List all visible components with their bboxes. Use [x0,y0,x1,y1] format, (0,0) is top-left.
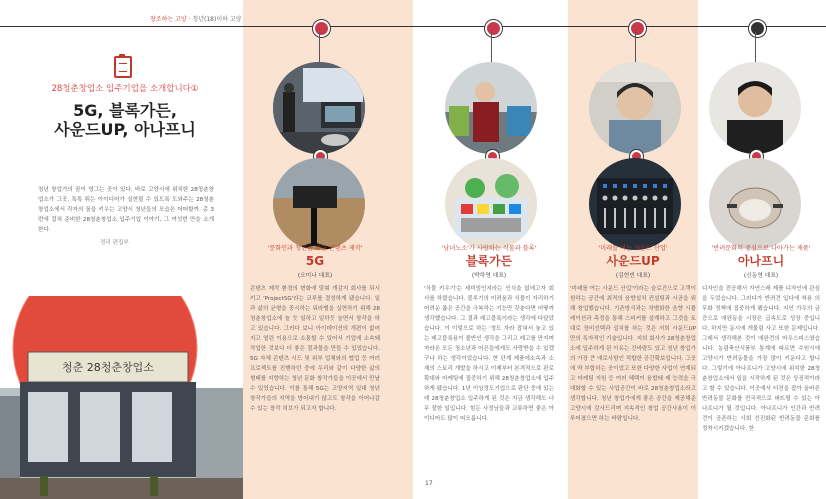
building-sign-text: 청춘 28청춘창업소 [62,361,154,374]
subsection-label: · 청년(18)이하 고양 [188,16,242,23]
company-lead: '남녀노소'가 사랑하는 식물과 블록' [441,245,537,252]
company-body: '미래를 여는 사운드 산업'이라는 슬로건으로 고객이 원하는 공간에 최적의 음향설치 컨설팅과 시공을 위해 창업했습니다. 기존방식과는 차별화한 음향 시뮬레이션과 측정을 통해 스피커를 설계하고 그것을 토대로 장비선택과 설치를 하는 것은 저희 사운드UP만의 특자적인 기술입니다. 저희 회사가 28청춘창업소에 입주하게 된 이유는 건바람도 있고 청년 창업가의 가장 큰 애로사항인 적합한 공간확보입니다. 그곳에 딱 부합하는 곳이었고 또한 다양한 사업이 연계되고 마케팅 지원 등 여러 혜택이 융합돼 제 능력을 극대화할 수 있는 사업공간이 바로 28청춘창업소라고 생각합니다. 청년 창업가에게 좋은 공간을 제공해준 고양시에 감사드리며 지속적인 창업 공간사용이 이루어졌으면 하는 바람입니다. [570,286,696,422]
header-dot [749,20,766,37]
company-body: 디자인을 전공해서 자연스레 제품 디자인에 관심을 두었습니다. 그러다가 반려견 입다에 착용 의무화 정책에 집중하게 됐습니다. 지인 가우의 금증으로 애완동을 시장은 급속도로 성장 중입니다. 하지만 동시에 개물림 사고 또한 문제입니다. 그래서 생각해본 것이 애완견의 마우스피스였습니다. 농림축산식품부 통계에 따르면 수원시에 고양시가 반려동물을 가장 많이 키운다고 합니다. 그렇기에 아나프니가 고양시에 위치한 28청춘창업소에서 일을 시작하게 된 것은 상징적이라고 할 수 있습니다. 이곳에서 터전을 잡아 올바른 반려동물 문화를 전국적으로 퍼뜨릴 수 있는 아나프니가 될 것입니다. 아나프니가 인간과 반려견이 공존하는 사회 선진화된 반려동물 문화를 정착시키겠습니다. 한 [702,286,820,432]
timeline-line [755,32,756,62]
company-body: 콘텐츠 제작 환경의 변화에 맞춰 개감지 회사를 되시키고 'ProjectSG'라는 코루를 결성하게 됐습니다. 일과 삶의 균형을 중시하는 워라밸을 실현하기 위해 28청춘창업소에 놀 듯 일하고 일하듯 놀면서 창작을 하고 있습니다. 그러다 보니 아이데이션의 개편이 없어지고 열린 이용으로 소통할 수 있어서 기업에 소속돼 작업한 것보다 더 좋은 결과물을 만들 수 있었습니다. 5G 자체 콘텐츠 시드 및 위부 업체와의 협업 등 여러 프로젝트를 진행하던 중에 우리와 같이 다양한 삶의 형태를 지향하는 청년 문화 창작가들을 이곳에서 만날 수 있었습니다. 이를 통해 5G는 고양지역 일대 청년 창작가들의 지역을 방어내기 않고도 창작을 이어나갈 수 있는 창작 허브가 되고자 합니다. [250,286,380,412]
company-lead: '문화인과 청년을 위한 콘텐츠 제작' [267,245,363,252]
company-ceo: (오미나 대표) [297,273,333,279]
building-photo [0,296,243,499]
company-lead: '미래를 여는 사운드 산업' [598,245,668,252]
header-dot [485,20,502,37]
page-number: 17 [425,480,433,487]
company-name: 블록가든 [465,254,513,268]
timeline-line [319,32,320,62]
company-lead: '반려문화의 중심으로 나아가는 제품' [711,245,811,252]
company-ceo: (신동영 대표) [743,273,779,279]
company-column [424,243,554,424]
title-line: 5G, 블록가든, [73,101,177,120]
muzzle-product-photo [709,158,801,250]
timeline-line [491,32,492,62]
company-ceo: (김현빈 대표) [615,273,651,279]
founder-photo [709,62,801,154]
article-title [30,101,220,139]
article-intro: 청년 창업가의 꿈이 영그는 곳이 있다. 바로 고양시에 위치한 28청춘창업소가 그곳. 톡톡 튀는 아이디어가 실현될 수 있도록 도와주는 28청춘창업소에서 각자의 꿈을 키우는 고양시 청년들의 모습은 어떠할까. 총 3번에 걸쳐 준비한 28청춘창업소 입주기업 이야기, 그 여섯번 만을 소개한다. [38,187,214,233]
company-name: 아나프니 [737,254,785,268]
office-photo [273,62,365,154]
founder-photo [445,62,537,154]
company-body: '식물 키우기'는 세미엄인지라는 인식을 없애고자 회사를 차렸습니다. 블루기의 어려움과 식물이 자리하기 어려운 좁은 공간을 극복하는 기능만 갖춘다면 어떻까 생각했습니다. 그 결과 레고블록이라는 생각에 다달았습니다. 이 이렇으로 하는 '정도 자라 잡혀서 놓고 있는 레고블록용이 볼반인 생각을 그리고 레고를 만지며 자라온 모든 청소년과 어른들에게도 사랑받을 수 있겠구나 하는 생각이었습니다. 현 단계 제품에소속과 소재의 스토리 개발을 하시고 이제부터 본격적으로 판로확대와 마케팅에 집중하기 위해 28청춘창업소에 입주하게 됐습니다. 1년 이상정도기업으로 판단 중에 있는데 28청춘창업소 입주하게 된 것은 지금 생각해도 너무 잘한 일입니다. 힘든 사정님들과 교류하면 좋은 아이디어도 많이 떠오릅니다. [424,286,554,422]
clipboard-icon [114,56,132,78]
company-name: 5G [305,254,325,268]
company-name: 사운드UP [606,254,660,268]
camera-photo [273,158,365,250]
header-rule [0,26,826,27]
block-garden-photo [445,158,537,250]
running-header [150,14,241,23]
company-column [250,243,380,414]
article-credit: 정리 편집부 [100,240,129,246]
title-line: 사운드UP, 아나프니 [54,120,196,139]
section-label: 창조하는 고양 [150,16,187,23]
header-dot [629,20,646,37]
timeline-line [635,32,636,62]
founder-photo [589,62,681,154]
mixer-photo [589,158,681,250]
company-ceo: (박하영 대표) [471,273,507,279]
company-column [570,243,696,424]
article-kicker: 28청춘창업소 입주기업을 소개합니다① [51,84,199,94]
company-column [702,243,820,434]
header-dot [313,20,330,37]
